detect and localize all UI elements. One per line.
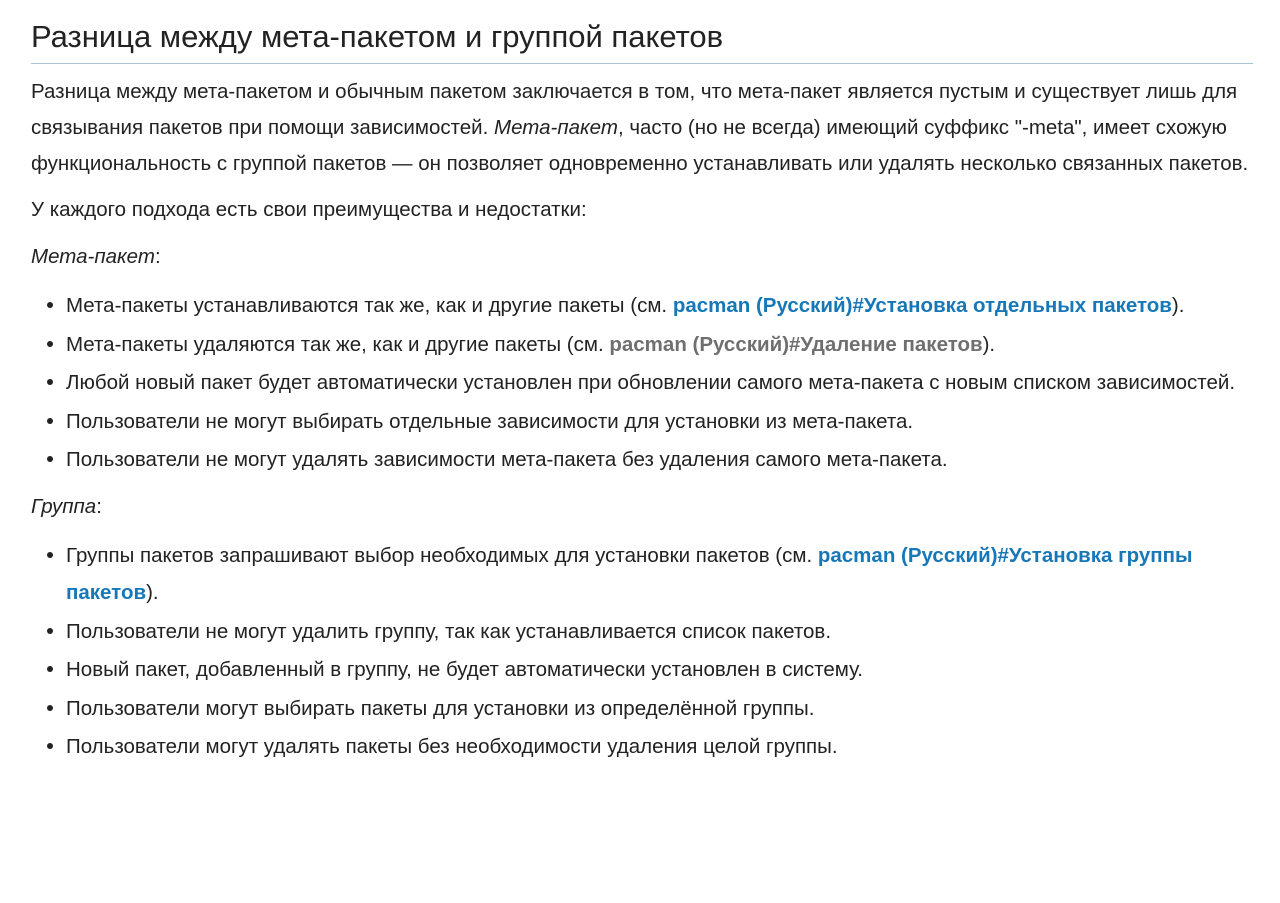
link-pacman-remove[interactable]: pacman (Русский)#Удаление пакетов — [609, 332, 983, 356]
bullet-icon — [47, 341, 53, 347]
group-item-select-packages — [31, 690, 1253, 727]
intro-text-part2: , часто (но не всегда) имеющий суффикс "-meta", имеет схожую функциональность с группой пакетов — он позволяет одновременно устанавливать или удалять несколько связанных пакетов. — [31, 116, 1249, 175]
list-item-text: ). — [1171, 294, 1185, 317]
bullet-icon — [47, 379, 53, 385]
list-item-text: Мета-пакеты удаляются так же, как и другие пакеты (см. — [66, 332, 610, 356]
list-item-text: Мета-пакеты устанавливаются так же, как и другие пакеты (см. — [66, 294, 673, 317]
meta-package-list — [31, 287, 1253, 478]
intro-emphasis: Мета-пакет — [494, 116, 618, 139]
list-item-text: Пользователи не могут удалить группу, так как устанавливается список пакетов. — [66, 619, 832, 643]
group-item-no-remove — [31, 613, 1253, 650]
section-heading: Разница между мета-пакетом и группой пакетов — [31, 14, 1253, 64]
bullet-icon — [47, 552, 53, 558]
bullet-icon — [47, 666, 53, 672]
link-pacman-install-single[interactable]: pacman (Русский)#Установка отдельных пакетов — [672, 294, 1172, 317]
meta-package-label — [31, 239, 1253, 275]
list-item-text: ). — [982, 332, 996, 356]
meta-package-item-no-remove-deps — [31, 441, 1253, 478]
bullet-icon — [47, 456, 53, 462]
meta-package-item-install — [31, 287, 1253, 324]
meta-package-label-text: Мета-пакет — [31, 245, 155, 268]
intro-paragraph — [31, 74, 1253, 182]
group-label-text: Группа — [31, 495, 97, 518]
list-item-text: Пользователи не могут выбирать отдельные зависимости для установки из мета-пакета. — [66, 409, 914, 433]
article-content — [31, 14, 1253, 767]
group-label — [31, 489, 1253, 525]
list-item-text: ). — [146, 581, 159, 604]
pros-cons-intro: У каждого подхода есть свои преимущества и недостатки: — [31, 198, 587, 221]
group-label-colon: : — [96, 495, 102, 518]
list-item-text: Пользователи могут выбирать пакеты для установки из определённой группы. — [66, 696, 815, 720]
intro-text-part1: Разница между мета-пакетом и обычным пакетом заключается в том, что мета-пакет является пустым и существует лишь для связывания пакетов при помощи зависимостей. — [31, 80, 1238, 139]
bullet-icon — [47, 418, 53, 424]
list-item-text: Пользователи не могут удалять зависимости мета-пакета без удаления самого мета-пакета. — [66, 448, 948, 471]
group-item-no-auto-install — [31, 651, 1253, 688]
group-item-remove-packages — [31, 728, 1253, 765]
bullet-icon — [47, 743, 53, 749]
group-item-select — [31, 537, 1253, 611]
bullet-icon — [47, 302, 53, 308]
list-item-text: Любой новый пакет будет автоматически установлен при обновлении самого мета-пакета с новым списком зависимостей. — [66, 371, 1236, 394]
meta-package-label-colon: : — [154, 245, 161, 268]
meta-package-item-remove — [31, 326, 1253, 363]
bullet-icon — [47, 628, 53, 634]
list-item-text: Новый пакет, добавленный в группу, не будет автоматически установлен в систему. — [66, 658, 863, 681]
bullet-icon — [47, 705, 53, 711]
list-item-text: Пользователи могут удалять пакеты без необходимости удаления целой группы. — [66, 735, 838, 758]
list-item-text: Группы пакетов запрашивают выбор необходимых для установки пакетов (см. — [66, 544, 818, 567]
meta-package-item-auto-install — [31, 364, 1253, 401]
meta-package-item-no-select — [31, 403, 1253, 440]
group-list — [31, 537, 1253, 765]
link-pacman-install-group[interactable]: pacman (Русский)#Установка группы пакетов — [66, 544, 1193, 604]
